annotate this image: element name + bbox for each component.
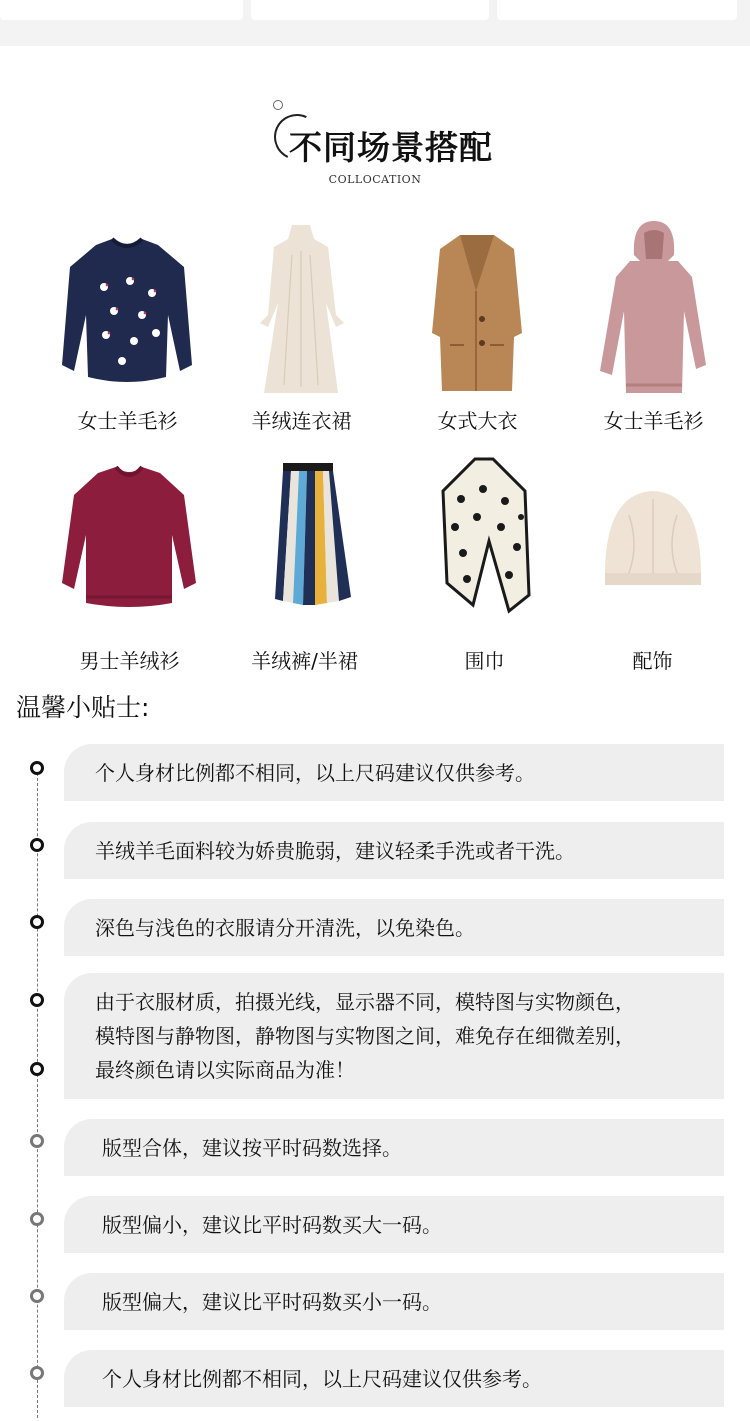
timeline-dot-icon	[30, 1062, 44, 1076]
tip-text: 羊绒羊毛面料较为娇贵脆弱，建议轻柔手洗或者干洗。	[95, 839, 575, 863]
tip-card	[64, 973, 724, 1099]
cream-beanie-icon	[559, 455, 746, 640]
camel-coat-icon	[384, 215, 571, 400]
striped-skirt-icon	[211, 455, 398, 640]
category-item[interactable]	[36, 455, 223, 673]
tip-card	[64, 899, 724, 956]
section-heading	[0, 96, 750, 196]
tip-card	[64, 1350, 724, 1407]
cream-knit-dress-icon	[208, 215, 395, 400]
tip-text: 个人身材比例都不相同，以上尺码建议仅供参考。	[95, 761, 535, 785]
tip-text: 模特图与静物图，静物图与实物图之间，难免存在细微差别，	[95, 1024, 635, 1048]
category-label: 男士羊绒衫	[79, 649, 180, 673]
timeline-dot-icon	[30, 1212, 44, 1226]
category-label: 女式大衣	[437, 409, 518, 433]
tip-card	[64, 1273, 724, 1330]
category-label: 配饰	[632, 649, 673, 673]
category-label: 女士羊毛衫	[603, 409, 704, 433]
tip-text: 深色与浅色的衣服请分开清洗，以免染色。	[95, 916, 475, 940]
top-card	[251, 0, 489, 20]
tip-card	[64, 744, 724, 801]
category-item[interactable]	[384, 215, 571, 433]
tip-card	[64, 1196, 724, 1253]
tip-text: 版型合体，建议按平时码数选择。	[102, 1136, 402, 1160]
timeline-dot-icon	[30, 1289, 44, 1303]
category-item[interactable]	[208, 215, 395, 433]
top-card	[0, 0, 243, 20]
navy-swan-sweater-icon	[34, 215, 221, 400]
category-item[interactable]	[391, 455, 578, 673]
top-strip	[0, 0, 750, 46]
top-card	[497, 0, 737, 20]
timeline-dot-icon	[30, 993, 44, 1007]
tip-text: 版型偏小，建议比平时码数买大一码。	[102, 1213, 442, 1237]
category-label: 女士羊毛衫	[77, 409, 178, 433]
section-subtitle: COLLOCATION	[328, 173, 422, 186]
tip-text: 版型偏大，建议比平时码数买小一码。	[102, 1290, 442, 1314]
timeline-dot-icon	[30, 1366, 44, 1380]
tip-text: 最终颜色请以实际商品为准！	[95, 1058, 355, 1082]
tip-text: 由于衣服材质，拍摄光线，显示器不同，模特图与实物颜色，	[95, 990, 635, 1014]
timeline-dot-icon	[30, 1134, 44, 1148]
category-item[interactable]	[560, 215, 747, 433]
timeline-dot-icon	[30, 838, 44, 852]
section-title: 不同场景搭配	[289, 128, 493, 167]
timeline-dot-icon	[30, 761, 44, 775]
burgundy-sweater-icon	[36, 455, 223, 640]
category-item[interactable]	[559, 455, 746, 673]
category-item[interactable]	[211, 455, 398, 673]
timeline-line	[37, 768, 38, 1418]
tip-text: 个人身材比例都不相同，以上尺码建议仅供参考。	[102, 1367, 542, 1391]
decor-circle-icon	[273, 100, 283, 110]
tip-card	[64, 1119, 724, 1176]
category-label: 羊绒连衣裙	[251, 409, 352, 433]
timeline-dot-icon	[30, 915, 44, 929]
pink-hoodie-sweater-icon	[560, 215, 747, 400]
category-label: 羊绒裤/半裙	[251, 649, 358, 673]
category-item[interactable]	[34, 215, 221, 433]
category-label: 围巾	[464, 649, 505, 673]
polka-dot-scarf-icon	[391, 455, 578, 640]
tip-card	[64, 822, 724, 879]
tips-title: 温馨小贴士:	[16, 693, 150, 722]
